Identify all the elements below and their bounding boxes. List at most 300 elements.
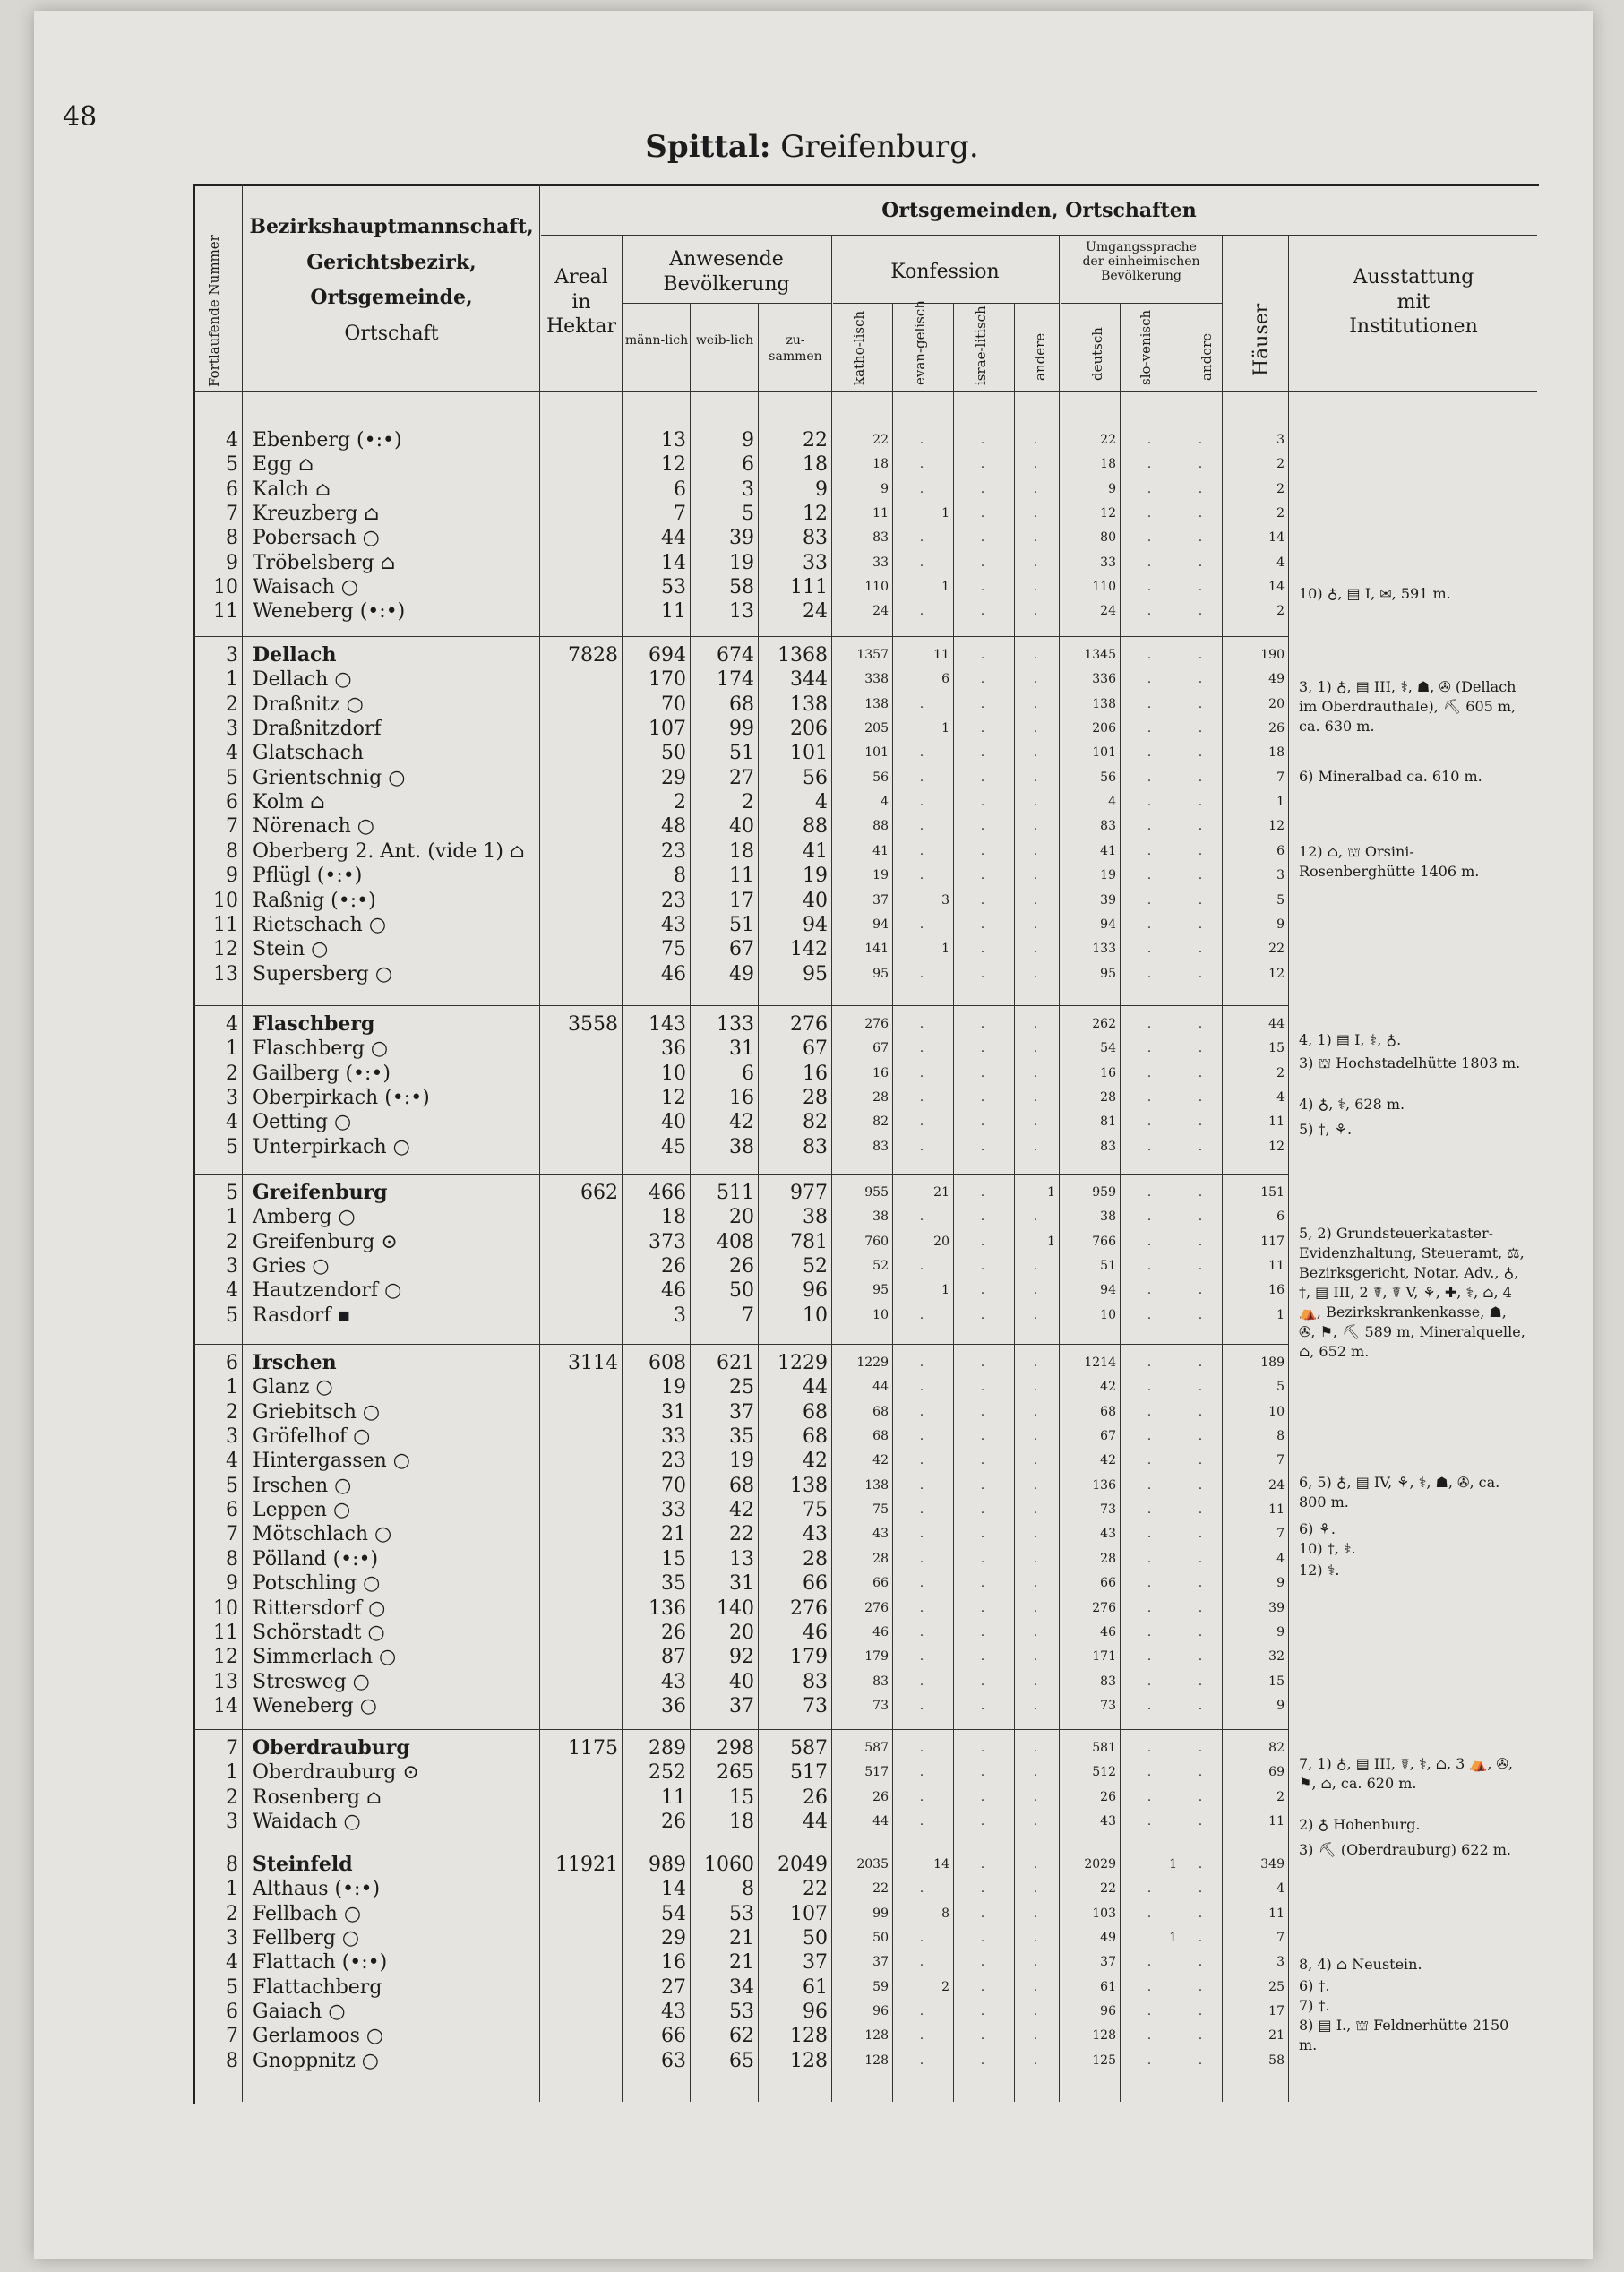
cell-col-8: . [980, 672, 985, 687]
cell-col-11: . [1147, 1404, 1152, 1419]
cell-col-1: Althaus (•:•) [253, 1878, 381, 1901]
cell-col-11: . [1147, 1453, 1152, 1468]
cell-col-1: Flaschberg [253, 1012, 375, 1036]
cell-col-0: 5 [226, 453, 238, 477]
cell-col-12: . [1198, 1600, 1203, 1615]
cell-col-3: 63 [661, 2049, 686, 2072]
header-andere2: andere [1199, 332, 1215, 381]
cell-col-1: Nörenach ○ [253, 815, 374, 839]
cell-col-4: 40 [729, 1670, 754, 1693]
cell-col-8: . [980, 1674, 985, 1689]
cell-col-9: 1 [1047, 1234, 1055, 1249]
header-ortsgemeinden: Ortsgemeinden, Ortschaften [881, 199, 1197, 222]
cell-col-12: . [1198, 1881, 1203, 1897]
cell-col-13: 11 [1268, 1259, 1285, 1274]
cell-col-9: . [1033, 1404, 1038, 1419]
cell-col-12: . [1198, 1234, 1203, 1249]
cell-col-8: . [980, 580, 985, 595]
cell-col-11: . [1147, 457, 1152, 472]
cell-col-6: 94 [872, 917, 889, 932]
cell-col-8: . [980, 1041, 985, 1056]
cell-col-6: 96 [872, 2004, 889, 2019]
cell-col-7: . [919, 2053, 924, 2068]
cell-col-3: 608 [649, 1352, 686, 1374]
cell-col-6: 19 [872, 868, 889, 883]
cell-col-4: 674 [717, 644, 754, 667]
cell-col-8: . [980, 648, 985, 662]
cell-col-1: Kreuzberg ⌂ [253, 503, 380, 526]
header-bezirk-3: Ortsgemeinde, [310, 286, 473, 309]
cell-col-11: . [1147, 745, 1152, 761]
cell-col-13: 39 [1268, 1600, 1285, 1615]
cell-col-3: 50 [661, 742, 686, 765]
cell-col-10: 38 [1100, 1209, 1116, 1225]
cell-col-11: . [1147, 1283, 1152, 1298]
cell-col-8: . [980, 506, 985, 521]
cell-col-13: 11 [1268, 1906, 1285, 1921]
cell-col-7: 2 [941, 1979, 949, 1994]
cell-col-10: 262 [1092, 1017, 1116, 1031]
cell-col-5: 12 [803, 503, 828, 526]
cell-col-11: . [1147, 892, 1152, 908]
rule [623, 303, 831, 304]
header-katholisch: katho-lisch [851, 310, 867, 385]
cell-col-10: 83 [1100, 1139, 1116, 1154]
header-ausstattung-3: Institutionen [1349, 315, 1478, 338]
cell-col-11: 1 [1169, 1931, 1177, 1946]
cell-col-11: . [1147, 1600, 1152, 1615]
cell-col-7: . [919, 1698, 924, 1713]
cell-col-11: . [1147, 1185, 1152, 1200]
cell-col-9: . [1033, 1600, 1038, 1615]
cell-col-0: 4 [226, 742, 238, 765]
cell-col-7: . [919, 1789, 924, 1804]
cell-col-4: 38 [729, 1135, 754, 1158]
header-deutsch: deutsch [1089, 327, 1105, 381]
cell-col-11: . [1147, 1624, 1152, 1639]
cell-col-8: . [980, 1090, 985, 1106]
cell-col-12: . [1198, 1259, 1203, 1274]
cell-col-9: . [1033, 2053, 1038, 2068]
cell-col-2: 3114 [568, 1352, 618, 1374]
cell-col-5: 43 [803, 1523, 828, 1546]
cell-col-1: Irschen ○ [253, 1474, 352, 1497]
cell-col-5: 83 [803, 1135, 828, 1158]
cell-col-12: . [1198, 770, 1203, 785]
cell-col-10: 96 [1100, 2004, 1116, 2019]
cell-col-3: 36 [661, 1694, 686, 1717]
cell-col-8: . [980, 1814, 985, 1829]
header-umgangssprache-1: Umgangssprache [1086, 240, 1197, 254]
cell-col-13: 12 [1268, 819, 1285, 834]
cell-col-12: . [1198, 648, 1203, 662]
header-areal [541, 265, 622, 340]
cell-col-5: 276 [790, 1596, 828, 1620]
institution-entry: 3) ⛏ (Oberdrauburg) 622 m. [1299, 1841, 1512, 1858]
cell-col-12: . [1198, 1307, 1203, 1322]
cell-col-7: 1 [941, 942, 949, 957]
cell-col-11: . [1147, 1234, 1152, 1249]
cell-col-0: 8 [226, 2049, 238, 2072]
cell-col-4: 19 [729, 1450, 754, 1473]
cell-col-6: 22 [872, 433, 889, 447]
cell-col-9: . [1033, 1065, 1038, 1080]
cell-col-9: . [1033, 1551, 1038, 1566]
cell-col-5: 75 [803, 1499, 828, 1522]
cell-col-10: 24 [1100, 604, 1116, 619]
cell-col-13: 3 [1276, 868, 1285, 883]
cell-col-0: 2 [226, 1902, 238, 1925]
cell-col-13: 44 [1268, 1017, 1285, 1031]
cell-col-10: 49 [1100, 1931, 1116, 1946]
cell-col-10: 28 [1100, 1551, 1116, 1566]
cell-col-9: . [1033, 1453, 1038, 1468]
cell-col-8: . [980, 892, 985, 908]
cell-col-6: 46 [872, 1624, 889, 1639]
cell-col-4: 25 [729, 1376, 754, 1399]
cell-col-8: . [980, 1380, 985, 1395]
cell-col-11: . [1147, 966, 1152, 981]
cell-col-4: 51 [729, 913, 754, 936]
cell-col-9: . [1033, 604, 1038, 619]
cell-col-10: 41 [1100, 843, 1116, 858]
cell-col-0: 14 [213, 1694, 238, 1717]
cell-col-5: 46 [803, 1621, 828, 1644]
cell-col-0: 12 [213, 1646, 238, 1669]
institution-entry: 2) ♁ Hohenburg. [1299, 1816, 1421, 1833]
cell-col-4: 5 [742, 503, 754, 526]
cell-col-7: . [919, 555, 924, 570]
cell-col-4: 35 [729, 1425, 754, 1449]
cell-col-12: . [1198, 1624, 1203, 1639]
header-bottom-rule [193, 391, 1537, 392]
table-row [0, 790, 1624, 814]
cell-col-13: 2 [1276, 1789, 1285, 1804]
cell-col-9: . [1033, 1881, 1038, 1897]
header-haeuser: Häuser [1250, 303, 1273, 376]
cell-col-7: . [919, 1209, 924, 1225]
cell-col-7: . [919, 481, 924, 496]
page-title [0, 129, 1624, 165]
cell-col-7: 21 [933, 1185, 949, 1200]
cell-col-3: 66 [661, 2025, 686, 2048]
cell-col-1: Oberdrauburg ⊙ [253, 1761, 419, 1785]
cell-col-8: . [980, 1283, 985, 1298]
cell-col-10: 94 [1100, 1283, 1116, 1298]
cell-col-12: . [1198, 580, 1203, 595]
cell-col-13: 11 [1268, 1814, 1285, 1829]
cell-col-6: 28 [872, 1551, 889, 1566]
cell-col-1: Kalch ⌂ [253, 478, 331, 501]
cell-col-9: . [1033, 942, 1038, 957]
cell-col-13: 58 [1268, 2053, 1285, 2068]
cell-col-7: 1 [941, 506, 949, 521]
cell-col-1: Tröbelsberg ⌂ [253, 551, 396, 574]
cell-col-6: 110 [864, 580, 889, 595]
cell-col-12: . [1198, 1674, 1203, 1689]
cell-col-7: . [919, 1624, 924, 1639]
cell-col-12: . [1198, 1527, 1203, 1542]
cell-col-3: 252 [649, 1761, 686, 1785]
cell-col-0: 2 [226, 1230, 238, 1253]
cell-col-0: 2 [226, 693, 238, 716]
cell-col-9: . [1033, 506, 1038, 521]
cell-col-8: . [980, 1185, 985, 1200]
cell-col-7: . [919, 1576, 924, 1591]
cell-col-7: . [919, 530, 924, 546]
cell-col-12: . [1198, 1789, 1203, 1804]
cell-col-13: 7 [1276, 1527, 1285, 1542]
cell-col-1: Waidach ○ [253, 1811, 361, 1834]
header-bezirk-4: Ortschaft [344, 322, 439, 345]
cell-col-10: 26 [1100, 1789, 1116, 1804]
cell-col-1: Kolm ⌂ [253, 791, 325, 814]
cell-col-13: 5 [1276, 892, 1285, 908]
cell-col-12: . [1198, 1090, 1203, 1106]
cell-col-2: 662 [580, 1182, 618, 1204]
cell-col-13: 18 [1268, 745, 1285, 761]
cell-col-10: 19 [1100, 868, 1116, 883]
cell-col-4: 37 [729, 1694, 754, 1717]
cell-col-7: . [919, 1017, 924, 1031]
cell-col-7: . [919, 745, 924, 761]
cell-col-13: 12 [1268, 966, 1285, 981]
institution-entry: 6) †. [1299, 1977, 1330, 1994]
cell-col-13: 11 [1268, 1114, 1285, 1130]
header-maennlich: männ-lich [624, 333, 689, 348]
cell-col-0: 9 [226, 1572, 238, 1596]
cell-col-10: 1214 [1084, 1355, 1116, 1370]
cell-col-10: 51 [1100, 1259, 1116, 1274]
rule [833, 303, 1059, 304]
cell-col-6: 16 [872, 1065, 889, 1080]
table-row [0, 1424, 1624, 1449]
cell-col-1: Hintergassen ○ [253, 1450, 410, 1473]
cell-col-0: 13 [213, 1670, 238, 1693]
cell-col-5: 142 [790, 938, 828, 961]
cell-col-6: 42 [872, 1453, 889, 1468]
cell-col-1: Glanz ○ [253, 1376, 333, 1399]
cell-col-13: 11 [1268, 1502, 1285, 1518]
cell-col-5: 96 [803, 2001, 828, 2024]
cell-col-11: . [1147, 1355, 1152, 1370]
cell-col-10: 4 [1108, 795, 1116, 810]
cell-col-4: 65 [729, 2049, 754, 2072]
cell-col-9: . [1033, 1477, 1038, 1493]
cell-col-10: 10 [1100, 1307, 1116, 1322]
cell-col-11: . [1147, 1527, 1152, 1542]
cell-col-4: 68 [729, 693, 754, 716]
cell-col-1: Rosenberg ⌂ [253, 1786, 382, 1809]
cell-col-9: . [1033, 2028, 1038, 2044]
cell-col-12: . [1198, 530, 1203, 546]
cell-col-9: . [1033, 1502, 1038, 1518]
cell-col-12: . [1198, 942, 1203, 957]
cell-col-5: 52 [803, 1255, 828, 1278]
cell-col-12: . [1198, 819, 1203, 834]
cell-col-7: . [919, 1139, 924, 1154]
cell-col-4: 19 [729, 551, 754, 574]
cell-col-5: 1368 [778, 644, 828, 667]
gemeinde-row [0, 643, 1624, 667]
cell-col-4: 3 [742, 478, 754, 501]
cell-col-9: . [1033, 1139, 1038, 1154]
cell-col-0: 4 [226, 1111, 238, 1134]
cell-col-12: . [1198, 1380, 1203, 1395]
cell-col-7: 1 [941, 1283, 949, 1298]
cell-col-6: 33 [872, 555, 889, 570]
cell-col-10: 81 [1100, 1114, 1116, 1130]
cell-col-1: Dellach ○ [253, 668, 352, 692]
cell-col-10: 95 [1100, 966, 1116, 981]
cell-col-3: 33 [661, 1425, 686, 1449]
cell-col-11: . [1147, 1551, 1152, 1566]
cell-col-1: Potschling ○ [253, 1572, 381, 1596]
cell-col-4: 22 [729, 1523, 754, 1546]
header-weiblich: weib-lich [695, 333, 754, 348]
cell-col-7: . [919, 1355, 924, 1370]
institution-entry: 12) ⚕. [1299, 1562, 1340, 1579]
cell-col-6: 28 [872, 1090, 889, 1106]
cell-col-12: . [1198, 2028, 1203, 2044]
table-row [0, 478, 1624, 502]
cell-col-3: 87 [661, 1646, 686, 1669]
cell-col-7: . [919, 1065, 924, 1080]
cell-col-0: 1 [226, 1206, 238, 1229]
cell-col-3: 989 [649, 1854, 686, 1876]
cell-col-6: 338 [864, 672, 889, 687]
cell-col-7: . [919, 1931, 924, 1946]
cell-col-10: 43 [1100, 1814, 1116, 1829]
cell-col-6: 24 [872, 604, 889, 619]
group-separator [193, 1344, 1288, 1345]
group-separator [193, 1729, 1288, 1730]
cell-col-12: . [1198, 721, 1203, 736]
cell-col-6: 587 [864, 1741, 889, 1755]
cell-col-5: 517 [790, 1761, 828, 1785]
cell-col-12: . [1198, 1185, 1203, 1200]
table-row [0, 428, 1624, 452]
cell-col-1: Supersberg ○ [253, 962, 393, 985]
cell-col-8: . [980, 2028, 985, 2044]
cell-col-0: 2 [226, 1786, 238, 1809]
cell-col-11: . [1147, 481, 1152, 496]
cell-col-5: 44 [803, 1811, 828, 1834]
cell-col-7: . [919, 1453, 924, 1468]
cell-col-1: Hautzendorf ○ [253, 1279, 402, 1303]
table-row [0, 1694, 1624, 1718]
cell-col-11: . [1147, 1979, 1152, 1994]
cell-col-7: . [919, 1090, 924, 1106]
cell-col-6: 955 [864, 1185, 889, 1200]
cell-col-9: . [1033, 1765, 1038, 1780]
cell-col-4: 2 [742, 791, 754, 814]
cell-col-7: . [919, 1380, 924, 1395]
cell-col-5: 206 [790, 718, 828, 741]
table-row [0, 913, 1624, 937]
cell-col-11: . [1147, 942, 1152, 957]
cell-col-3: 44 [661, 527, 686, 550]
cell-col-4: 15 [729, 1786, 754, 1809]
cell-col-5: 276 [790, 1013, 828, 1036]
cell-col-6: 128 [864, 2053, 889, 2068]
cell-col-10: 83 [1100, 1674, 1116, 1689]
institution-entry: 8) ▤ I., ⛫ Feldnerhütte 2150 m. [1299, 2017, 1509, 2053]
cell-col-11: . [1147, 1307, 1152, 1322]
cell-col-6: 1357 [856, 648, 889, 662]
cell-col-10: 43 [1100, 1527, 1116, 1542]
cell-col-5: 977 [790, 1182, 828, 1204]
cell-col-4: 26 [729, 1255, 754, 1278]
cell-col-11: 1 [1169, 1857, 1177, 1872]
cell-col-1: Schörstadt ○ [253, 1621, 385, 1644]
cell-col-0: 3 [226, 644, 238, 667]
cell-col-3: 70 [661, 1474, 686, 1497]
cell-col-3: 170 [649, 668, 686, 692]
institution-entry: 7) †. [1299, 1997, 1330, 2014]
cell-col-11: . [1147, 1649, 1152, 1665]
institution-entry: 6) ⚘. [1299, 1520, 1336, 1537]
cell-col-4: 18 [729, 1811, 754, 1834]
institution-entry: 5) †, ⚘. [1299, 1121, 1353, 1138]
cell-col-5: 1229 [778, 1352, 828, 1374]
cell-col-0: 13 [213, 962, 238, 985]
cell-col-1: Draßnitzdorf [253, 718, 382, 741]
cell-col-13: 6 [1276, 843, 1285, 858]
cell-col-1: Grientschnig ○ [253, 766, 406, 789]
cell-col-9: . [1033, 1527, 1038, 1542]
cell-col-5: 41 [803, 839, 828, 863]
cell-col-10: 22 [1100, 1881, 1116, 1897]
cell-col-2: 7828 [568, 644, 618, 667]
header-bezirk [244, 215, 539, 346]
cell-col-6: 44 [872, 1814, 889, 1829]
cell-col-10: 94 [1100, 917, 1116, 932]
cell-col-5: 95 [803, 962, 828, 985]
cell-col-0: 5 [226, 766, 238, 789]
cell-col-12: . [1198, 1355, 1203, 1370]
cell-col-3: 46 [661, 962, 686, 985]
cell-col-3: 26 [661, 1255, 686, 1278]
cell-col-13: 14 [1268, 580, 1285, 595]
cell-col-8: . [980, 1065, 985, 1080]
cell-col-8: . [980, 770, 985, 785]
cell-col-5: 107 [790, 1902, 828, 1925]
cell-col-1: Weneberg (•:•) [253, 600, 406, 624]
cell-col-1: Oetting ○ [253, 1111, 352, 1134]
cell-col-9: . [1033, 555, 1038, 570]
cell-col-13: 151 [1260, 1185, 1285, 1200]
cell-col-8: . [980, 819, 985, 834]
cell-col-1: Gerlamoos ○ [253, 2025, 384, 2048]
cell-col-13: 10 [1268, 1404, 1285, 1419]
cell-col-0: 5 [226, 1182, 238, 1204]
cell-col-6: 138 [864, 696, 889, 711]
cell-col-1: Weneberg ○ [253, 1694, 377, 1717]
cell-col-7: . [919, 1307, 924, 1322]
cell-col-1: Rittersdorf ○ [253, 1596, 386, 1620]
cell-col-0: 4 [226, 429, 238, 452]
cell-col-5: 4 [815, 791, 828, 814]
cell-col-10: 54 [1100, 1041, 1116, 1056]
cell-col-1: Oberdrauburg [253, 1736, 410, 1760]
header-umgangssprache-3: Bevölkerung [1101, 269, 1181, 284]
cell-col-13: 190 [1260, 648, 1285, 662]
cell-col-5: 10 [803, 1304, 828, 1327]
cell-col-3: 466 [649, 1182, 686, 1204]
cell-col-4: 62 [729, 2025, 754, 2048]
cell-col-6: 2035 [856, 1857, 889, 1872]
